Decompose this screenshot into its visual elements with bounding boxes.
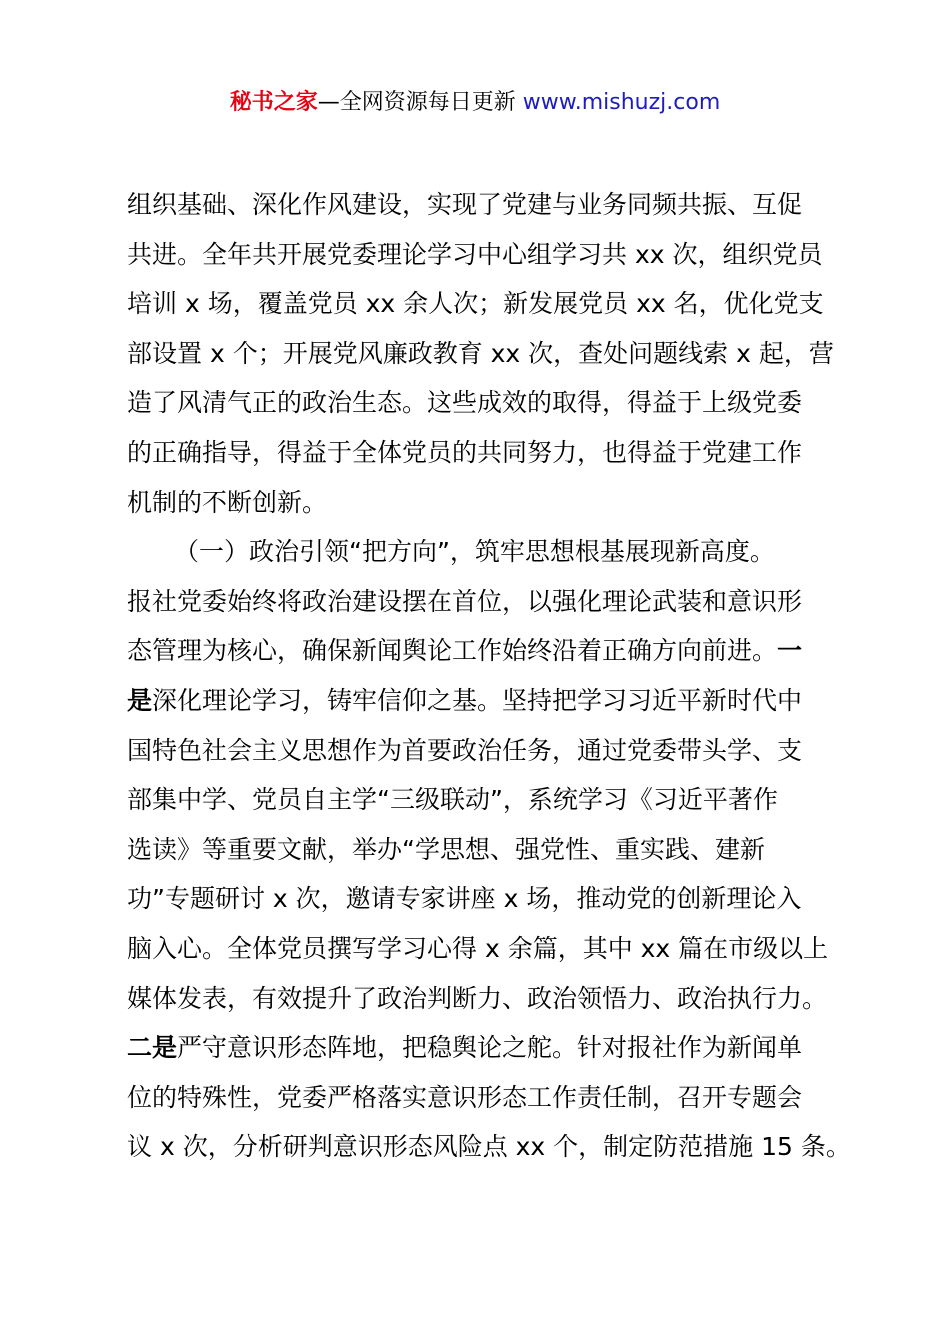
text-line: [127, 676, 847, 726]
text-line: 造了风清气正的政治生态。这些成效的取得，得益于上级党委: [127, 388, 803, 418]
text-segment: 态管理为核心，确保新闻舆论工作始终沿着正确方向前进。: [127, 636, 778, 666]
text-line: 报社党委始终将政治建设摆在首位，以强化理论武装和意识形: [127, 586, 803, 616]
site-tagline: —全网资源每日更新: [317, 90, 523, 115]
site-brand: 秘书之家: [229, 90, 318, 115]
text-line: 媒体发表，有效提升了政治判断力、政治领悟力、政治执行力。: [127, 983, 828, 1013]
document-body: [127, 180, 851, 1172]
text-line: 的正确指导，得益于全体党员的共同努力，也得益于党建工作: [127, 437, 803, 467]
text-line: 功”专题研讨 x 次，邀请专家讲座 x 场，推动党的创新理论入: [127, 884, 802, 914]
text-line: 组织基础、深化作风建设，实现了党建与业务同频共振、互促: [127, 190, 803, 219]
text-line: 培训 x 场，覆盖党员 xx 余人次；新发展党员 xx 名，优化党支: [127, 289, 824, 319]
text-line: 国特色社会主义思想作为首要政治任务，通过党委带头学、支: [127, 735, 803, 765]
section-heading: （一）政治引领“把方向”，筑牢思想根基展现新高度。: [174, 537, 775, 567]
text-line: 部集中学、党员自主学“三级联动”，系统学习《习近平著作: [127, 785, 778, 815]
text-line: [127, 1023, 847, 1073]
text-line: 部设置 x 个；开展党风廉政教育 xx 次，查处问题线索 x 起，营: [127, 338, 834, 368]
site-header: [0, 86, 950, 120]
text-line: 选读》等重要文献，举办“学思想、强党性、重实践、建新: [127, 834, 765, 864]
site-url-link[interactable]: www.mishuzj.com: [522, 90, 721, 115]
text-line: 机制的不断创新。: [127, 487, 328, 517]
bold-marker: 是: [127, 685, 153, 715]
text-line: 议 x 次，分析研判意识形态风险点 xx 个，制定防范措施 15 条。: [127, 1132, 851, 1162]
bold-marker: 二是: [127, 1033, 178, 1063]
text-line: 脑入心。全体党员撰写学习心得 x 余篇，其中 xx 篇在市级以上: [127, 933, 829, 963]
text-line: [127, 626, 847, 676]
text-line: 共进。全年共开展党委理论学习中心组学习共 xx 次，组织党员: [127, 239, 823, 269]
bold-marker: 一: [777, 636, 803, 666]
text-segment: 深化理论学习，铸牢信仰之基。坚持把学习习近平新时代中: [152, 685, 803, 715]
text-segment: 严守意识形态阵地，把稳舆论之舵。针对报社作为新闻单: [177, 1033, 803, 1063]
text-line: 位的特殊性，党委严格落实意识形态工作责任制，召开专题会: [127, 1082, 803, 1112]
